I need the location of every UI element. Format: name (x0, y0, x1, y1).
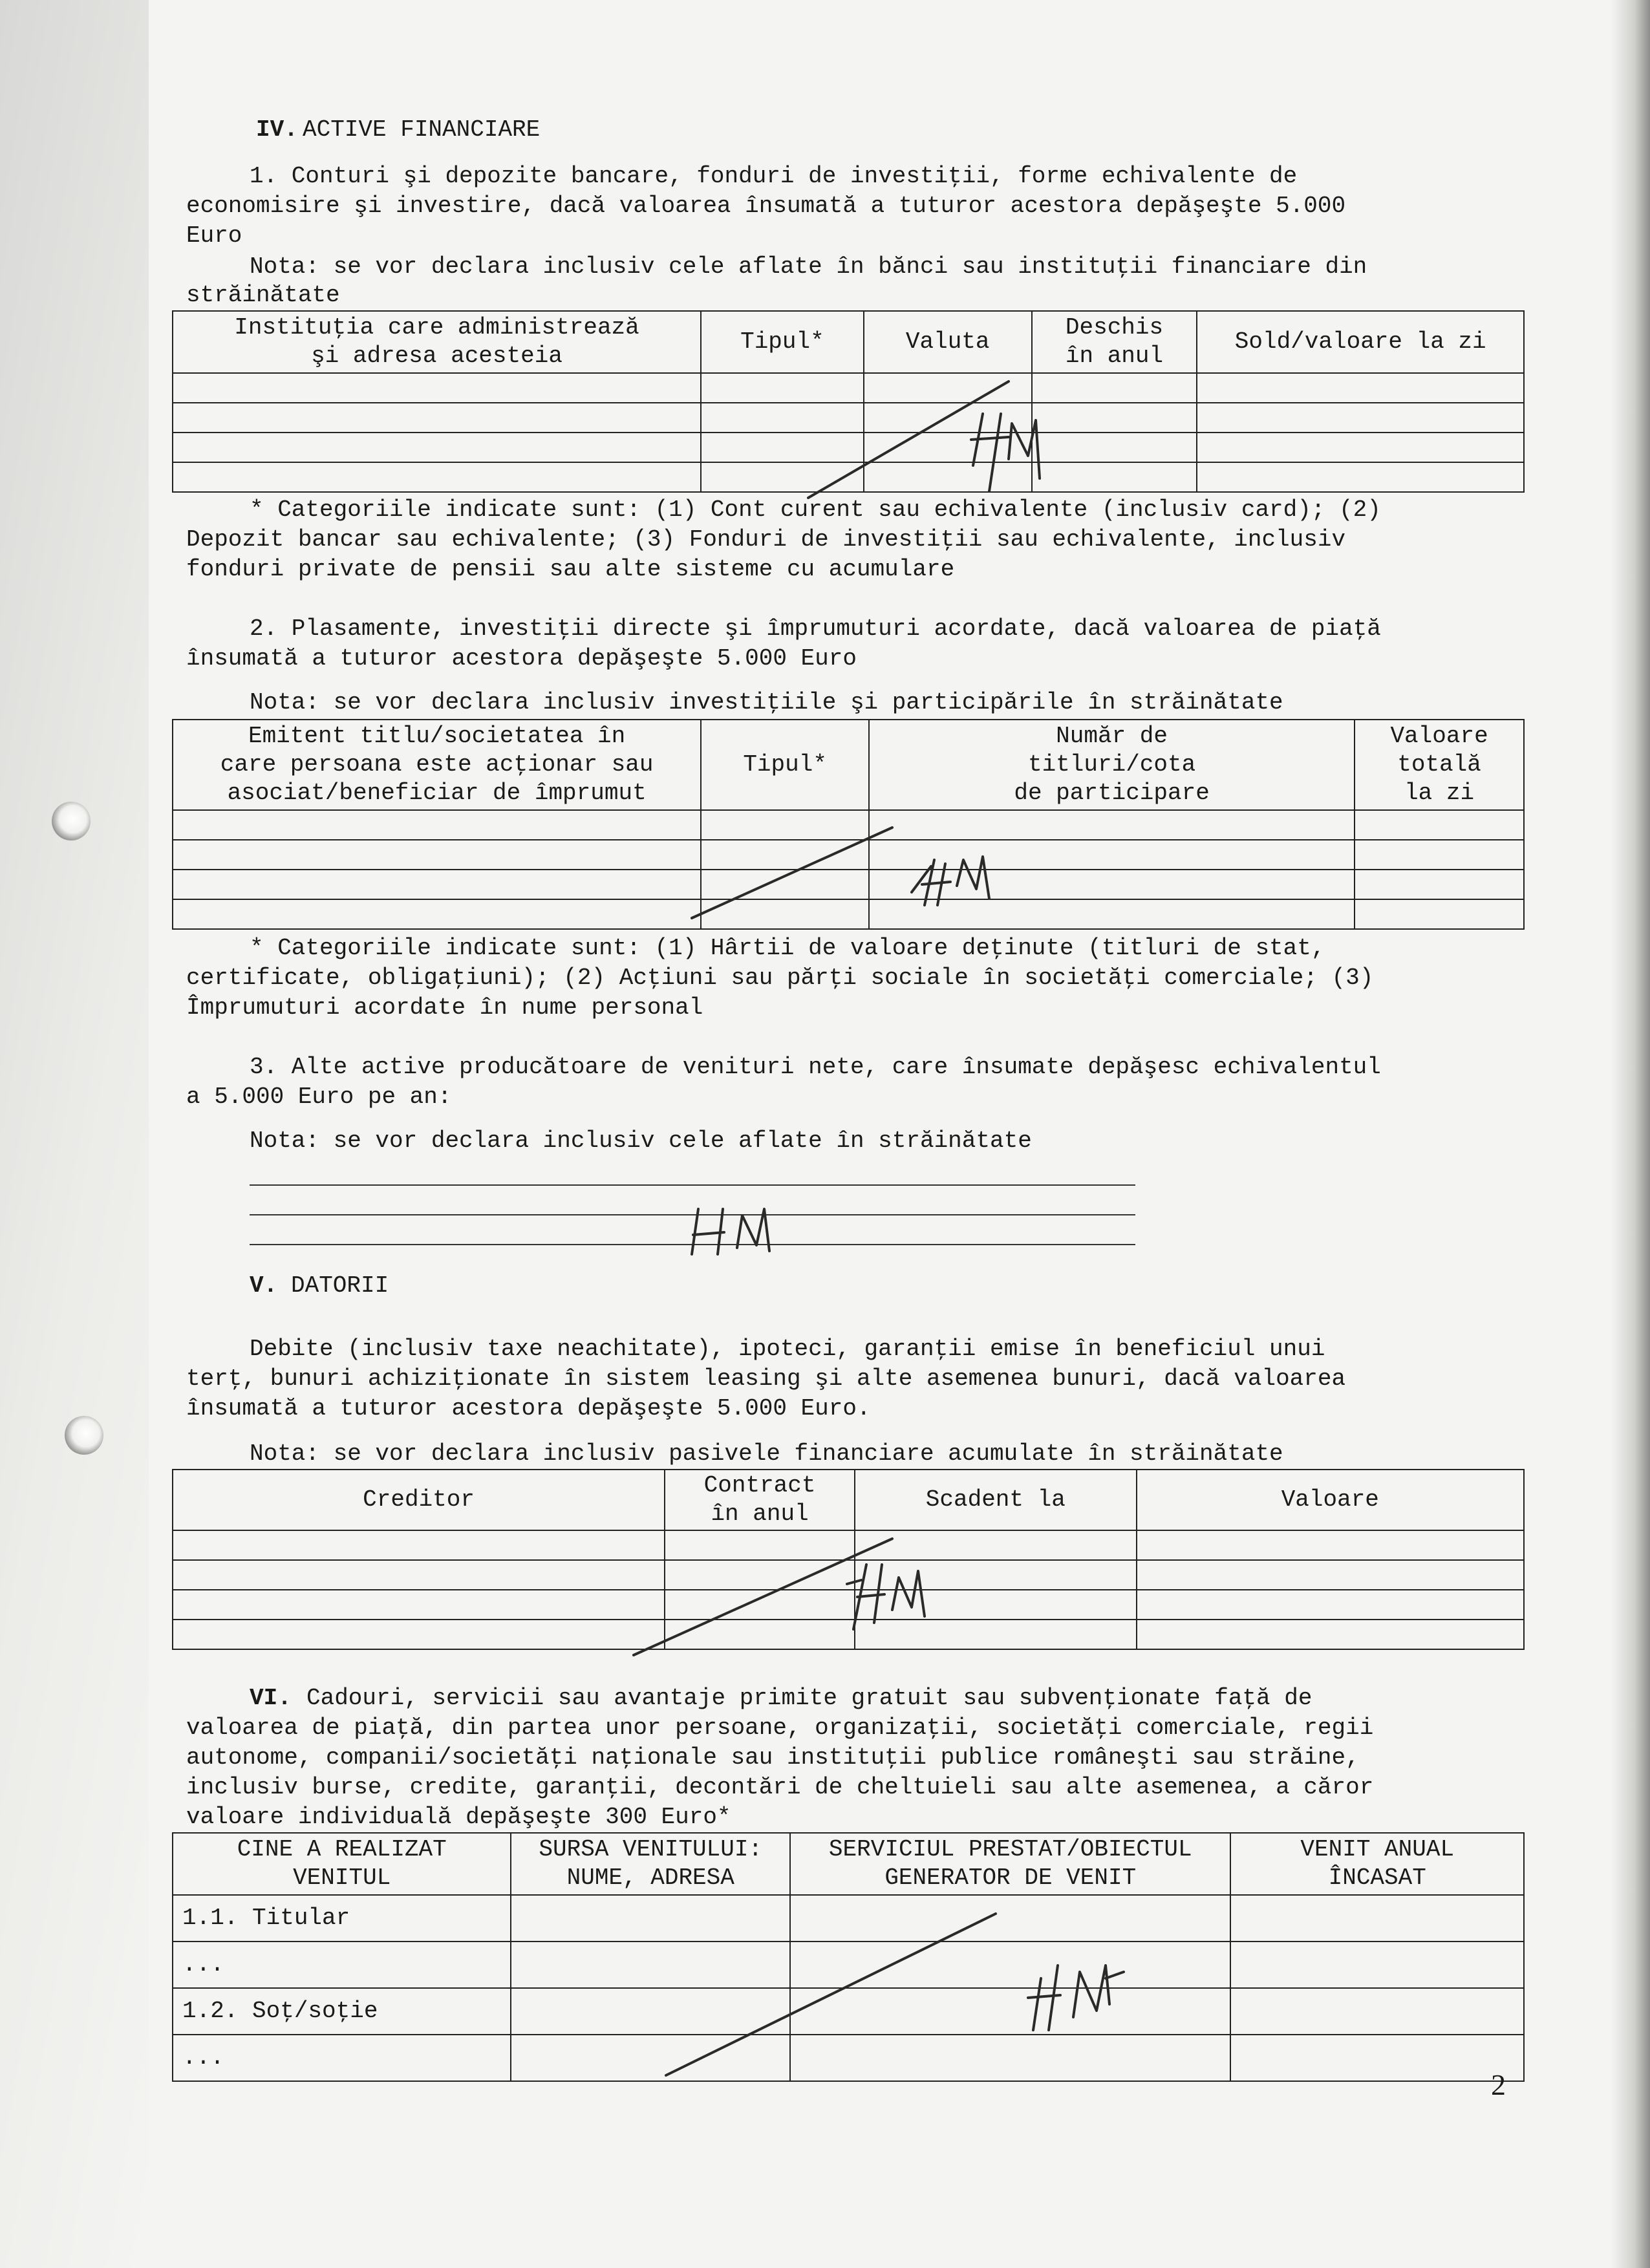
strike-mark-icon (621, 1532, 983, 1662)
section-v-line-2: terţ, bunuri achiziţionate în sistem leasing şi alte asemenea bunuri, dacă valoarea (186, 1365, 1346, 1392)
page-number: 2 (1491, 2068, 1506, 2101)
item3-line-1: 3. Alte active producătoare de venituri nete, care însumate depăşesc echivalentul (250, 1054, 1381, 1080)
section-v-title: DATORII (291, 1272, 389, 1299)
item1-footnote-line-1: * Categoriile indicate sunt: (1) Cont curent sau echivalente (inclusiv card); (2) (250, 497, 1381, 523)
th-valuta: Valuta (864, 311, 1032, 373)
punch-hole-top (52, 802, 91, 840)
section-vi-line-3: autonome, companii/societăţi naţionale sau instituţii publice româneşti sau străine, (186, 1744, 1360, 1771)
scan-shadow-left (0, 0, 149, 2268)
section-iv-title: ACTIVE FINANCIARE (303, 116, 541, 143)
item2-nota: Nota: se vor declara inclusiv investiţiile şi participările în străinătate (250, 689, 1283, 716)
th-creditor: Creditor (173, 1470, 665, 1530)
item3-line-2: a 5.000 Euro pe an: (186, 1084, 452, 1110)
th-institutia: Instituţia care administrează şi adresa acesteia (173, 311, 701, 373)
item2-line-2: însumată a tuturor acestora depăşeşte 5.000 Euro (186, 645, 857, 672)
section-v-line-3: însumată a tuturor acestora depăşeşte 5.000 Euro. (186, 1395, 871, 1422)
item1-line-1: 1. Conturi şi depozite bancare, fonduri de investiţii, forme echivalente de (250, 163, 1298, 189)
item1-nota-line-2: străinătate (186, 282, 340, 308)
th-venit-anual: VENIT ANUAL ÎNCASAT (1230, 1833, 1524, 1895)
blank-line (250, 1184, 1135, 1186)
section-v-number: V. (250, 1272, 278, 1299)
item1-nota-line-1: Nota: se vor declara inclusiv cele aflate în bănci sau instituţii financiare din (250, 253, 1367, 280)
section-v-line-1: Debite (inclusiv taxe neachitate), ipoteci, garanţii emise în beneficiul unui (250, 1336, 1325, 1362)
th-tipul-2: Tipul* (701, 720, 869, 810)
item1-footnote-line-3: fonduri private de pensii sau alte sisteme cu acumulare (186, 556, 955, 583)
item2-footnote-line-2: certificate, obligaţiuni); (2) Acţiuni sau părţi sociale în societăţi comerciale; (3) (186, 965, 1374, 991)
th-emitent: Emitent titlu/societatea în care persoana este acţionar sau asociat/beneficiar de împrumut (173, 720, 701, 810)
item2-footnote-line-3: Împrumuturi acordate în nume personal (186, 994, 703, 1021)
th-valoare: Valoare (1137, 1470, 1524, 1530)
section-vi-line-5: valoare individuală depăşeşte 300 Euro* (186, 1804, 731, 1830)
strike-mark-icon (795, 375, 1093, 504)
item3-nota: Nota: se vor declara inclusiv cele aflate în străinătate (250, 1128, 1032, 1154)
item1-line-2: economisire şi investire, dacă valoarea însumată a tuturor acestora depăşeşte 5.000 (186, 193, 1346, 219)
th-sold: Sold/valoare la zi (1197, 311, 1524, 373)
th-tipul: Tipul* (701, 311, 864, 373)
section-vi-line-4: inclusiv burse, credite, garanţii, decontări de cheltuieli sau alte asemenea, a căror (186, 1774, 1374, 1801)
item2-line-1: 2. Plasamente, investiţii directe şi împrumuturi acordate, dacă valoarea de piaţă (250, 615, 1381, 642)
item1-footnote-line-2: Depozit bancar sau echivalente; (3) Fonduri de investiţii sau echivalente, inclusiv (186, 526, 1346, 553)
row-label: 1.1. Titular (173, 1895, 511, 1942)
strike-mark-icon (685, 1190, 815, 1261)
item1-line-3: Euro (186, 222, 242, 249)
section-iv-number: IV. (256, 116, 298, 143)
row-label: ... (173, 1942, 511, 1988)
section-vi-line-2: valoarea de piaţă, din partea unor persoane, organizaţii, societăţi comerciale, regii (186, 1715, 1374, 1741)
th-deschis: Deschis în anul (1032, 311, 1197, 373)
row-label: 1.2. Soţ/soţie (173, 1988, 511, 2035)
section-v-nota: Nota: se vor declara inclusiv pasivele financiare acumulate în străinătate (250, 1440, 1283, 1467)
th-serviciul-prestat: SERVICIUL PRESTAT/OBIECTUL GENERATOR DE VENIT (790, 1833, 1230, 1895)
strike-mark-icon (679, 815, 1041, 925)
th-sursa-venitului: SURSA VENITULUI: NUME, ADRESA (511, 1833, 790, 1895)
section-vi-line-1: Cadouri, servicii sau avantaje primite gratuit sau subvenţionate faţă de (306, 1685, 1312, 1711)
row-label: ... (173, 2035, 511, 2081)
th-numar-titluri: Număr de titluri/cota de participare (869, 720, 1355, 810)
punch-hole-bottom (65, 1416, 103, 1455)
section-vi-number: VI. (250, 1685, 292, 1711)
th-scadent: Scadent la (855, 1470, 1137, 1530)
strike-mark-icon (653, 1901, 1209, 2082)
scan-shadow-right (1611, 0, 1650, 2268)
th-valoare-totala: Valoare totală la zi (1355, 720, 1524, 810)
item2-footnote-line-1: * Categoriile indicate sunt: (1) Hârtii de valoare deţinute (titluri de stat, (250, 935, 1325, 961)
th-cine-a-realizat: CINE A REALIZAT VENITUL (173, 1833, 511, 1895)
th-contract: Contract în anul (665, 1470, 855, 1530)
